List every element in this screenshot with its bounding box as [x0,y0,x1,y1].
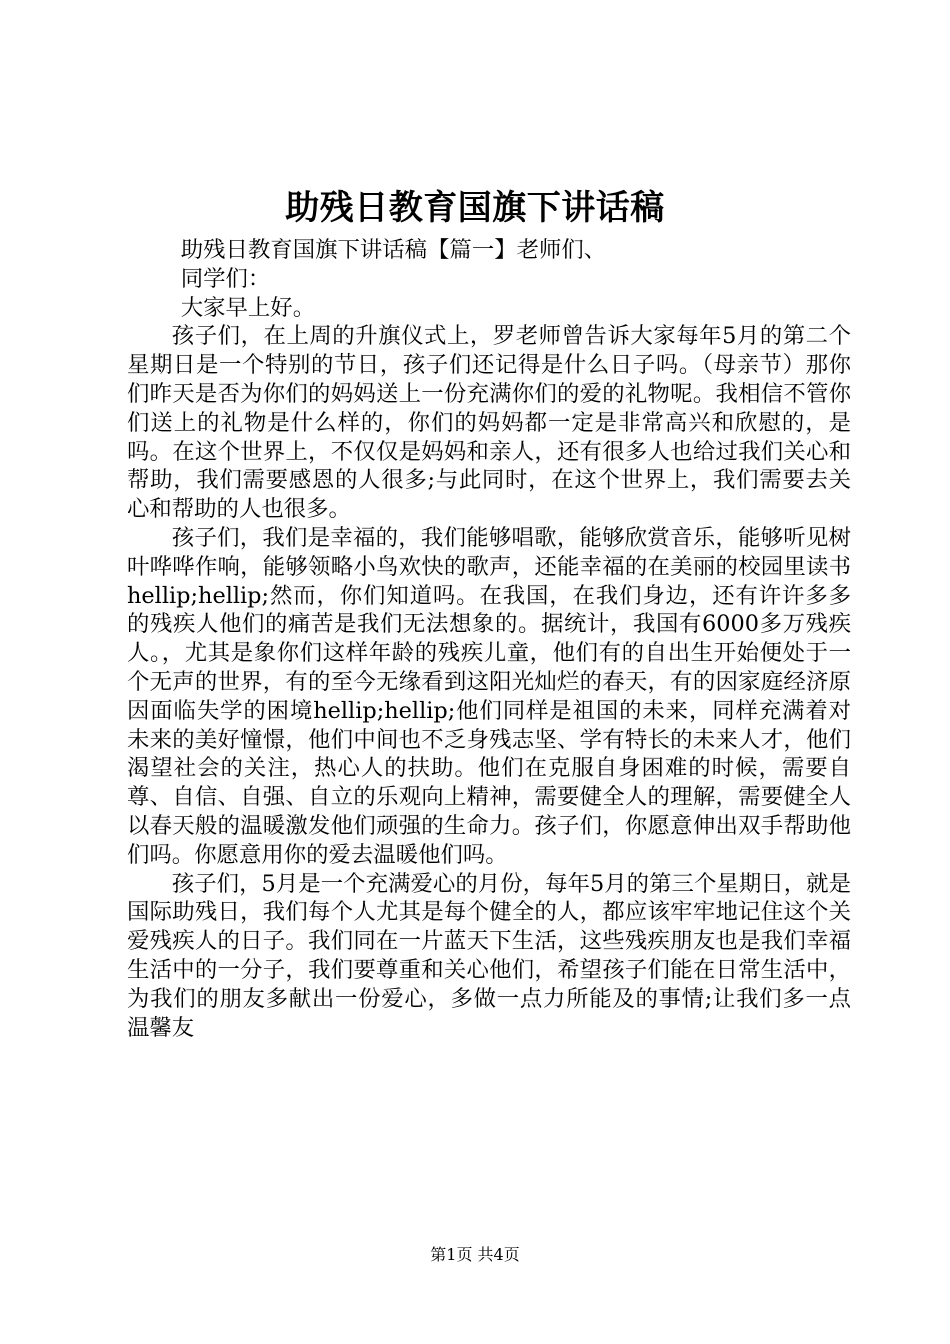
paragraph-3: 孩子们，5月是一个充满爱心的月份，每年5月的第三个星期日，就是国际助残日，我们每个人尤其是每个健全的人，都应该牢牢地记住这个关爱残疾人的日子。我们同在一片蓝天下生活，这些残疾朋友也是我们幸福生活中的一分子，我们要尊重和关心他们，希望孩子们能在日常生活中，为我们的朋友多献出一份爱心，多做一点力所能及的事情;让我们多一点温馨友 [127,870,851,1041]
greeting-line-2: 同学们： [180,265,271,292]
document-body [127,236,851,1042]
page-footer: 第1页 共4页 [430,1245,520,1264]
greeting-line-3: 大家早上好。 [180,294,316,321]
greeting-line-1: 助残日教育国旗下讲话稿【篇一】老师们、 [180,237,607,263]
paragraph-1: 孩子们，在上周的升旗仪式上，罗老师曾告诉大家每年5月的第二个星期日是一个特别的节日，孩子们还记得是什么日子吗。（母亲节）那你们昨天是否为你们的妈妈送上一份充满你们的爱的礼物呢。我相信不管你们送上的礼物是什么样的，你们的妈妈都一定是非常高兴和欣慰的，是吗。在这个世界上，不仅仅是妈妈和亲人，还有很多人也给过我们关心和帮助，我们需要感恩的人很多;与此同时，在这个世界上，我们需要去关心和帮助的人也很多。 [127,323,851,523]
paragraph-2: 孩子们，我们是幸福的，我们能够唱歌，能够欣赏音乐，能够听见树叶哗哗作响，能够领略小鸟欢快的歌声，还能幸福的在美丽的校园里读书hellip;hellip;然而，你们知道吗。在我国，在我们身边，还有许许多多的残疾人他们的痛苦是我们无法想象的。据统计，我国有6000多万残疾人。，尤其是象你们这样年龄的残疾儿童，他们有的自出生开始便处于一个无声的世界，有的至今无缘看到这阳光灿烂的春天，有的因家庭经济原因面临失学的困境hellip;hellip;他们同样是祖国的未来，同样充满着对未来的美好憧憬，他们中间也不乏身残志坚、学有特长的未来人才，他们渴望社会的关注，热心人的扶助。他们在克服自身困难的时候，需要自尊、自信、自强、自立的乐观向上精神，需要健全人的理解，需要健全人以春天般的温暖激发他们顽强的生命力。孩子们，你愿意伸出双手帮助他们吗。你愿意用你的爱去温暖他们吗。 [127,524,851,868]
document-title: 助残日教育国旗下讲话稿 [285,188,665,228]
